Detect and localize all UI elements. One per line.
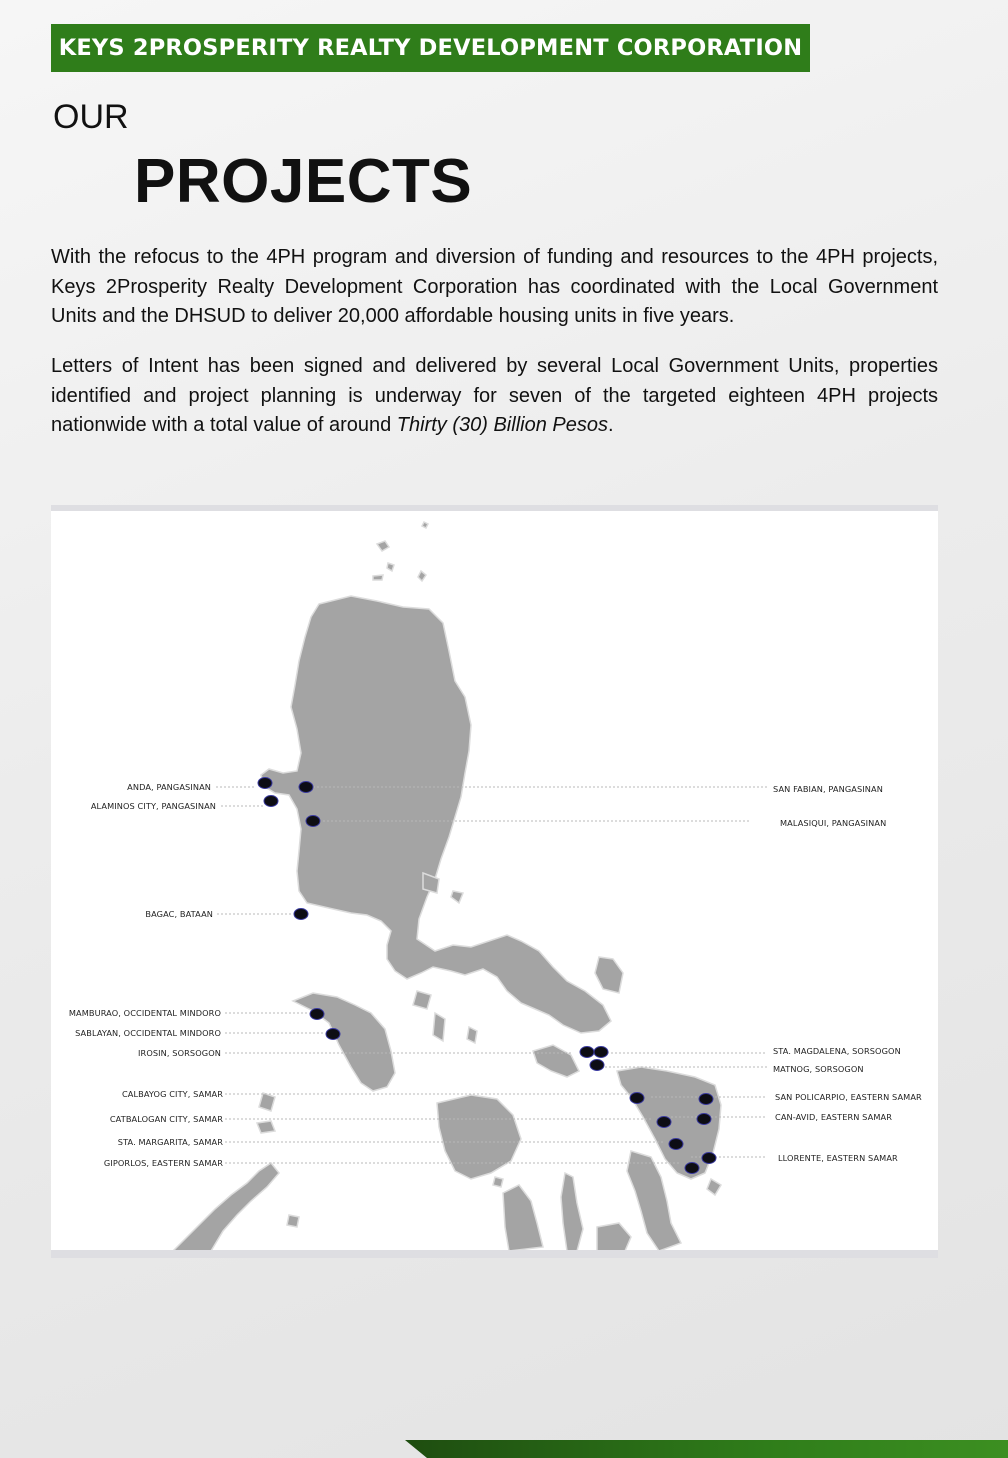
intro-paragraph-2: [51, 352, 938, 441]
label-san-policarpio: SAN POLICARPIO, EASTERN SAMAR: [775, 1092, 922, 1102]
projects-map: [51, 505, 938, 1258]
footer-accent-bar: [405, 1440, 1008, 1458]
pin-anda: [258, 778, 272, 789]
label-sta-margarita: STA. MARGARITA, SAMAR: [117, 1137, 223, 1147]
right-labels: [773, 784, 922, 1163]
label-mamburao: MAMBURAO, OCCIDENTAL MINDORO: [68, 1008, 221, 1018]
page-title: PROJECTS: [134, 147, 473, 216]
mindoro-island: [293, 993, 395, 1091]
pin-alaminos: [264, 796, 278, 807]
pin-catbalogan: [657, 1117, 671, 1128]
pin-llorente: [702, 1153, 716, 1164]
company-name: KEYS 2PROSPERITY REALTY DEVELOPMENT CORPORATION: [58, 35, 803, 61]
panay-island: [437, 1095, 521, 1179]
label-bagac: BAGAC, BATAAN: [145, 909, 213, 919]
title-small: OUR: [53, 98, 129, 136]
pin-irosin: [580, 1047, 594, 1058]
company-banner: [51, 24, 810, 72]
pin-malasiqui: [306, 816, 320, 827]
label-calbayog: CALBAYOG CITY, SAMAR: [121, 1089, 223, 1099]
label-sta-magdalena: STA. MAGDALENA, SORSOGON: [773, 1046, 901, 1056]
intro-paragraph-2-end: .: [607, 414, 614, 436]
pin-san-fabian: [299, 782, 313, 793]
label-giporlos: GIPORLOS, EASTERN SAMAR: [103, 1158, 223, 1168]
left-labels: [69, 782, 223, 1168]
label-matnog: MATNOG, SORSOGON: [773, 1064, 864, 1074]
pin-san-policarpio: [699, 1094, 713, 1105]
masbate-island: [533, 1045, 579, 1077]
pin-sta-margarita: [669, 1139, 683, 1150]
pin-sablayan: [326, 1029, 340, 1040]
pin-matnog: [590, 1060, 604, 1071]
northern-islets: [373, 522, 428, 581]
label-catbalogan: CATBALOGAN CITY, SAMAR: [109, 1114, 223, 1124]
intro-paragraph-2-main: Letters of Intent has been signed and delivered by several Local Government Units, properties identified and project planning is underway for seven of the targeted eighteen 4PH projects nationwide with a total value of around: [51, 355, 938, 436]
luzon-island: [261, 596, 611, 1033]
pin-giporlos: [685, 1163, 699, 1174]
pin-calbayog: [630, 1093, 644, 1104]
label-sablayan: SABLAYAN, OCCIDENTAL MINDORO: [75, 1028, 221, 1038]
label-alaminos: ALAMINOS CITY, PANGASINAN: [90, 801, 216, 811]
palawan-island: [173, 1163, 279, 1251]
pin-mamburao: [310, 1009, 324, 1020]
project-value: Thirty (30) Billion Pesos: [396, 414, 608, 436]
pin-can-avid: [697, 1114, 711, 1125]
pin-sta-magdalena: [594, 1047, 608, 1058]
catanduanes-island: [595, 957, 623, 993]
intro-paragraph-1: With the refocus to the 4PH program and diversion of funding and resources to the 4PH projects, Keys 2Prosperity Realty Development Corporation has coordinated with the Local Government Units and the DHSUD to deliver 20,000 affordable housing units in five years.: [51, 246, 938, 327]
label-anda: ANDA, PANGASINAN: [127, 782, 211, 792]
negros-island: [503, 1185, 543, 1251]
label-irosin: IROSIN, SORSOGON: [138, 1048, 221, 1058]
pin-bagac: [294, 909, 308, 920]
label-malasiqui: MALASIQUI, PANGASINAN: [780, 818, 887, 828]
label-san-fabian: SAN FABIAN, PANGASINAN: [773, 784, 883, 794]
cebu-island: [561, 1173, 583, 1251]
philippines-map: [51, 511, 938, 1251]
label-can-avid: CAN-AVID, EASTERN SAMAR: [775, 1112, 892, 1122]
label-llorente: LLORENTE, EASTERN SAMAR: [778, 1153, 898, 1163]
